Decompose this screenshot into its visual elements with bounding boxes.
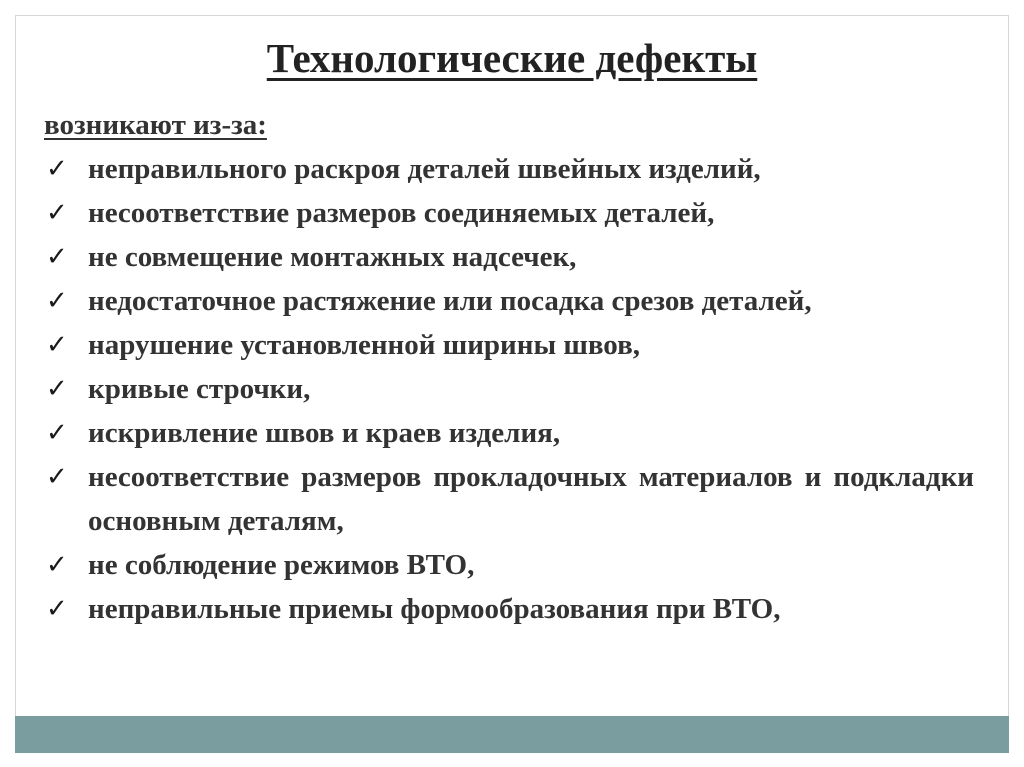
- list-item: [44, 191, 974, 235]
- check-icon: ✓: [46, 242, 68, 272]
- bottom-bar: [15, 716, 1009, 753]
- list-item-text: несоответствие размеров соединяемых деталей,: [88, 197, 715, 229]
- slide-title: [0, 28, 1024, 88]
- list-item: [44, 235, 974, 279]
- check-icon: ✓: [46, 374, 68, 404]
- intro-text: возникают из-за:: [44, 109, 267, 141]
- list-item-text: неправильного раскроя деталей швейных изделий,: [88, 153, 761, 185]
- list-item-text: не соблюдение режимов ВТО,: [88, 549, 475, 581]
- list-item-text: недостаточное растяжение или посадка срезов деталей,: [88, 285, 812, 317]
- list-item-text: нарушение установленной ширины швов,: [88, 329, 640, 361]
- check-icon: ✓: [46, 198, 68, 228]
- list-item: [44, 147, 974, 191]
- check-icon: ✓: [46, 418, 68, 448]
- list-item: [44, 543, 974, 587]
- list-item-text: кривые строчки,: [88, 373, 311, 405]
- check-icon: ✓: [46, 286, 68, 316]
- check-icon: ✓: [46, 462, 68, 492]
- list-item: [44, 587, 974, 631]
- list-item-text: не совмещение монтажных надсечек,: [88, 241, 577, 273]
- check-icon: ✓: [46, 154, 68, 184]
- list-item-text: несоответствие размеров прокладочных материалов и подкладки основным деталям,: [88, 461, 974, 537]
- check-icon: ✓: [46, 594, 68, 624]
- check-icon: ✓: [46, 550, 68, 580]
- slide-title-text: Технологические дефекты: [266, 35, 758, 81]
- list-item-text: неправильные приемы формообразования при ВТО,: [88, 593, 781, 625]
- check-icon: ✓: [46, 330, 68, 360]
- slide-content: [44, 103, 974, 631]
- list-item: [44, 367, 974, 411]
- list-item: [44, 323, 974, 367]
- list-item: [44, 411, 974, 455]
- list-item: [44, 279, 974, 323]
- list-item-text: искривление швов и краев изделия,: [88, 417, 561, 449]
- list-item: [44, 455, 974, 543]
